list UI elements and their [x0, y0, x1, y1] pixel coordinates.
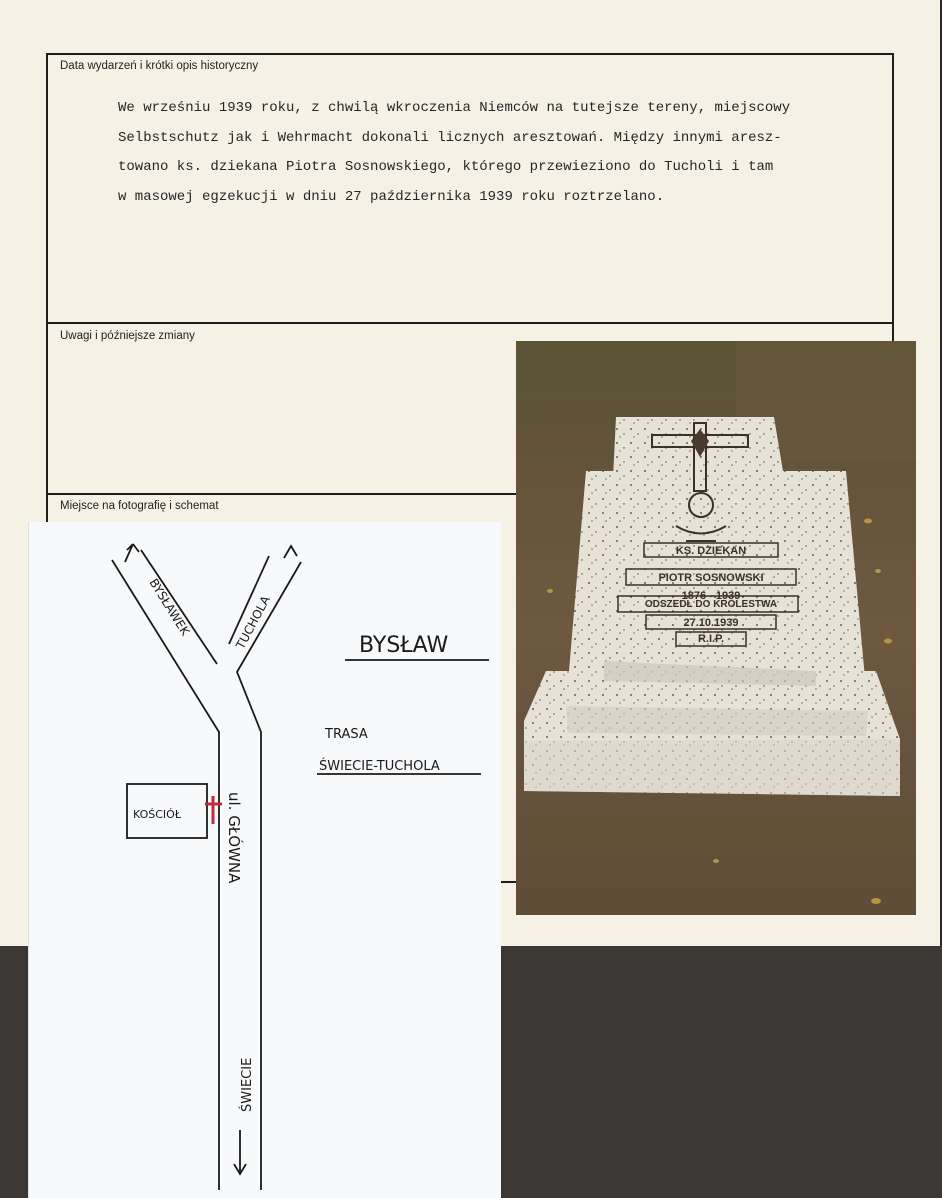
gravestone-photo-image [516, 341, 916, 915]
history-line: w masowej egzekucji w dniu 27 października 1939 roku roztrzelano. [118, 188, 665, 205]
route-label-1: TRASA [325, 727, 368, 742]
history-text [118, 94, 878, 212]
church-label: KOŚCIÓŁ [133, 808, 182, 821]
grave-inscription-6: R.I.P. [697, 633, 725, 645]
grave-inscription-5: 27.10.1939 [683, 617, 739, 629]
sketch-map [28, 522, 501, 1198]
history-line: Selbstschutz jak i Wehrmacht dokonali licznych aresztowań. Między innymi aresz- [118, 129, 782, 146]
gravestone-photo [516, 341, 916, 915]
road-label-swiecie: ŚWIECIE [240, 1057, 255, 1112]
street-label: ul. GŁÓWNA [225, 792, 243, 884]
section-label-remarks: Uwagi i późniejsze zmiany [60, 330, 195, 342]
divider-1 [46, 322, 894, 324]
sketch-map-drawing [29, 522, 501, 1198]
section-label-history: Data wydarzeń i krótki opis historyczny [60, 60, 259, 72]
arrow-bysławek [125, 544, 139, 562]
route-label-2: ŚWIECIE-TUCHOLA [319, 759, 440, 774]
grave-inscription-2: PIOTR SOSNOWSKI [658, 572, 764, 584]
grave-inscription-3: 1876 - 1939 [681, 590, 741, 602]
grave-inscription-4: ODSZEDŁ DO KRÓLESTWA [644, 599, 778, 610]
grave-inscription-1: KS. DZIEKAN [675, 545, 747, 557]
history-line: We wrześniu 1939 roku, z chwilą wkroczenia Niemców na tutejsze tereny, miejscowy [118, 100, 791, 116]
section-label-photo: Miejsce na fotografię i schemat [60, 500, 219, 512]
road-label-bysławek: BYSŁAWEK [146, 576, 193, 638]
arrow-swiecie [234, 1130, 246, 1174]
road-edge-left [112, 560, 219, 1190]
history-line: towano ks. dziekana Piotra Sosnowskiego, którego przewieziono do Tucholi i tam [118, 159, 774, 175]
road-label-tuchola: TUCHOLA [233, 593, 273, 652]
road-edge-left-inner [141, 550, 217, 664]
arrow-tuchola [284, 546, 297, 558]
village-name: BYSŁAW [359, 633, 449, 658]
